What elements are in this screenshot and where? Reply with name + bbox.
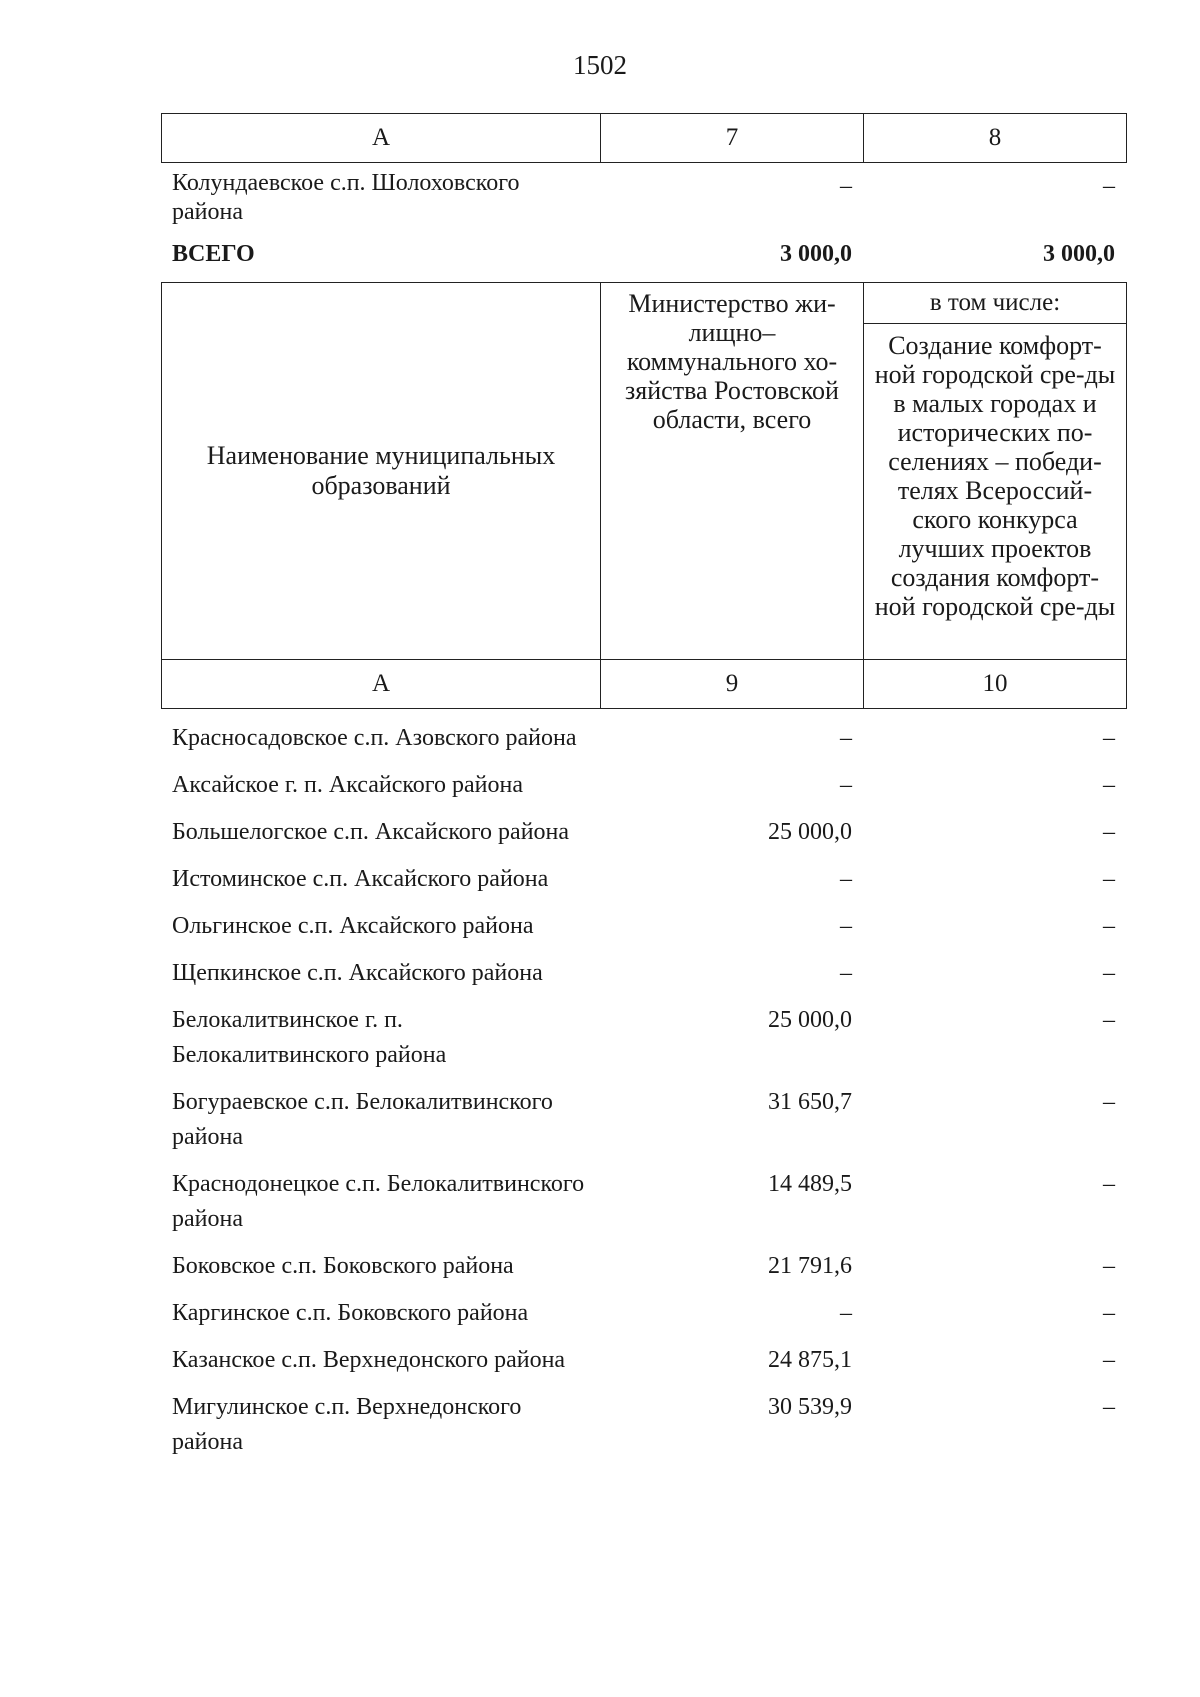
row-value-col-9: 21 791,6: [768, 1253, 852, 1279]
table-row: [161, 1161, 1126, 1243]
row-value-col-9: 25 000,0: [768, 819, 852, 845]
table-row: [161, 1337, 1126, 1384]
second-header-table: [161, 282, 1127, 709]
row-value-col-10: –: [1103, 1253, 1115, 1279]
header-col-7: 7: [601, 114, 864, 163]
table-row: [161, 1384, 1126, 1466]
row-value-col-9: 31 650,7: [768, 1089, 852, 1115]
header-col-10: 10: [864, 660, 1127, 709]
top-header-table: [161, 113, 1127, 163]
table-row: [161, 1290, 1126, 1337]
row-value-col-10: –: [1103, 866, 1115, 892]
total-row: [161, 227, 1126, 282]
table-row: [161, 169, 1126, 227]
header-municipalities: Наименование муниципальных образований: [162, 283, 601, 660]
row-value-col-10: –: [1103, 1347, 1115, 1373]
row-value-col-10: –: [1103, 819, 1115, 845]
row-name: Большелогское с.п. Аксайского района: [172, 819, 570, 845]
table-row: [161, 950, 1126, 997]
table-row: [161, 715, 1126, 762]
row-value-col-10: –: [1103, 1394, 1115, 1420]
total-value-col-7: 3 000,0: [780, 241, 852, 267]
row-value-col-9: –: [840, 866, 852, 892]
header-including: в том числе:: [864, 283, 1126, 324]
second-header-letters-row: [162, 660, 1127, 709]
table-row: [161, 903, 1126, 950]
row-value-col-9: –: [840, 960, 852, 986]
row-value-col-9: –: [840, 725, 852, 751]
row-value-col-10: –: [1103, 1007, 1115, 1033]
row-value-col-10: –: [1103, 1089, 1115, 1115]
top-header-row: [162, 114, 1127, 163]
row-value-col-9: –: [840, 772, 852, 798]
table-row: [161, 997, 1126, 1079]
second-header-row: [162, 283, 1127, 660]
row-name: Аксайское г. п. Аксайского района: [172, 772, 524, 798]
header-col-9: 9: [601, 660, 864, 709]
row-name: Краснодонецкое с.п. Белокалитвинского района: [172, 1171, 585, 1232]
row-name: Мигулинское с.п. Верхнедонского района: [172, 1394, 522, 1455]
header-col-8: 8: [864, 114, 1127, 163]
budget-table-container: [161, 113, 1126, 1466]
row-value-col-10: –: [1103, 913, 1115, 939]
row-value-col-9: 14 489,5: [768, 1171, 852, 1197]
table-row: [161, 856, 1126, 903]
row-value-col-9: –: [840, 1300, 852, 1326]
row-name: Красносадовское с.п. Азовского района: [172, 725, 577, 751]
row-value-col-9: 30 539,9: [768, 1394, 852, 1420]
row-name: Ольгинское с.п. Аксайского района: [172, 913, 534, 939]
table-row: [161, 1243, 1126, 1290]
top-rows-table: [161, 169, 1126, 282]
row-name: Каргинское с.п. Боковского района: [172, 1300, 529, 1326]
row-name: Истоминское с.п. Аксайского района: [172, 866, 549, 892]
page-number: 1502: [573, 50, 627, 80]
row-value-col-10: –: [1103, 1171, 1115, 1197]
total-label: ВСЕГО: [172, 241, 255, 267]
row-value-col-10: –: [1103, 960, 1115, 986]
header-col-a: А: [162, 660, 601, 709]
table-row: [161, 809, 1126, 856]
row-value-col-10: –: [1103, 1300, 1115, 1326]
row-value-col-7: –: [840, 173, 852, 199]
table-row: [161, 1079, 1126, 1161]
row-name: Белокалитвинское г. п. Белокалитвинского района: [172, 1007, 447, 1068]
row-value-col-9: 25 000,0: [768, 1007, 852, 1033]
row-name: Колундаевское с.п. Шолоховского района: [172, 170, 520, 225]
total-value-col-8: 3 000,0: [1043, 241, 1115, 267]
municipalities-table: [161, 715, 1126, 1466]
row-name: Щепкинское с.п. Аксайского района: [172, 960, 543, 986]
table-row: [161, 762, 1126, 809]
header-comfortable-environment: Создание комфорт-ной городской сре-ды в малых городах и исторических по-селениях – победи-телях Всероссий-ского конкурса лучших проектов создания комфорт-ной городской сре-ды: [874, 331, 1116, 621]
row-name: Боковское с.п. Боковского района: [172, 1253, 514, 1279]
row-value-col-9: 24 875,1: [768, 1347, 852, 1373]
row-value-col-9: –: [840, 913, 852, 939]
row-name: Казанское с.п. Верхнедонского района: [172, 1347, 566, 1373]
header-ministry-total: Министерство жи-лищно–коммунального хо-зяйства Ростовской области, всего: [601, 283, 864, 660]
row-name: Богураевское с.п. Белокалитвинского района: [172, 1089, 553, 1150]
row-value-col-10: –: [1103, 725, 1115, 751]
header-col-a: А: [162, 114, 601, 163]
row-value-col-8: –: [1103, 173, 1115, 199]
header-including-group: [864, 283, 1127, 660]
row-value-col-10: –: [1103, 772, 1115, 798]
